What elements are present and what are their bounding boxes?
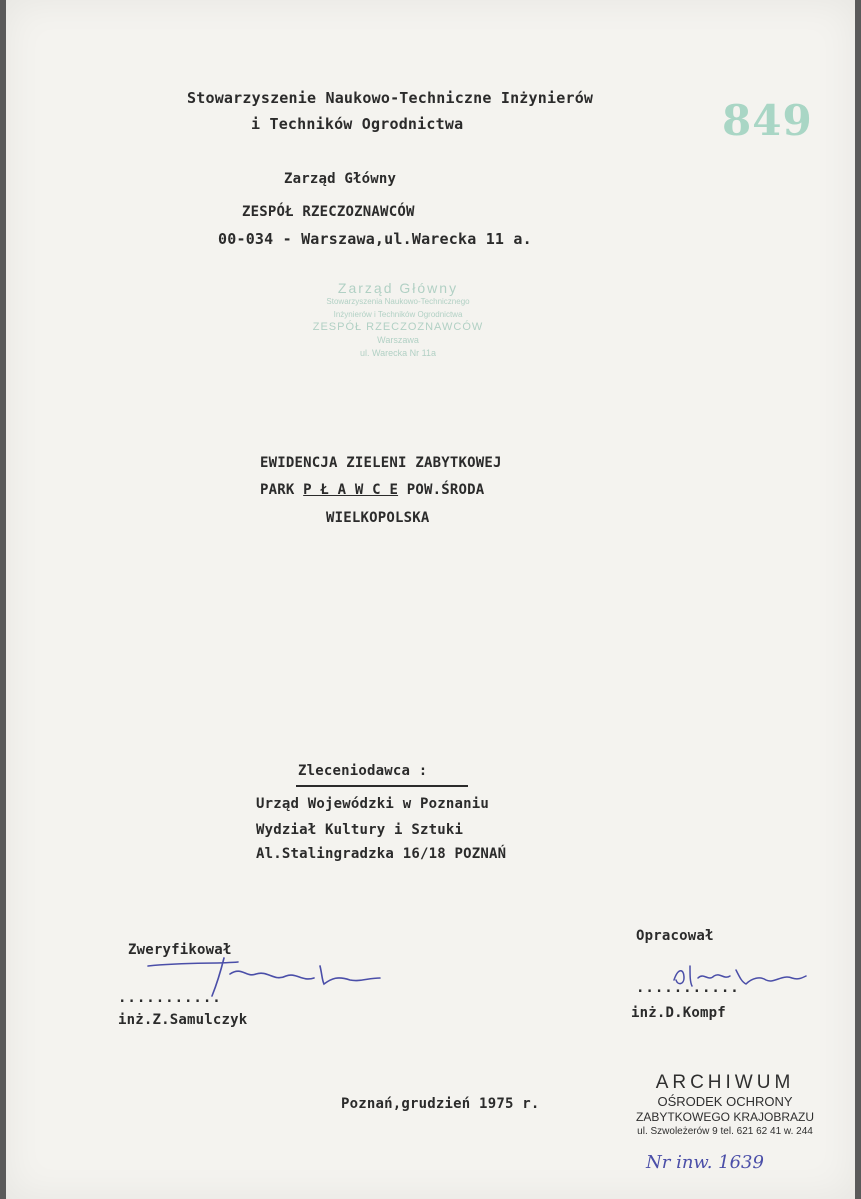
team-name: ZESPÓŁ RZECZOZNAWCÓW	[242, 204, 415, 220]
stamp-line5: Warszawa	[377, 335, 419, 345]
client-label-underline	[296, 785, 468, 787]
verified-name: inż.Z.Samulczyk	[118, 1012, 248, 1028]
stamp-line3: Inżynierów i Techników Ogrodnictwa	[333, 310, 463, 319]
title-county: POW.ŚRODA	[398, 482, 485, 498]
document-number: 849	[722, 96, 813, 145]
organization-name-line2: i Techników Ogrodnictwa	[251, 115, 464, 133]
client-label: Zleceniodawca :	[298, 763, 428, 779]
title-line2	[260, 482, 484, 498]
organization-stamp	[278, 282, 518, 378]
archive-address: ul. Szwoleżerów 9 tel. 621 62 41 w. 244	[637, 1126, 813, 1137]
stamp-line2: Stowarzyszenia Naukowo-Technicznego	[326, 297, 470, 306]
prepared-signature-line: ...........	[636, 980, 740, 996]
organization-name-line1: Stowarzyszenie Naukowo-Techniczne Inżynierów	[187, 89, 594, 107]
stamp-line4: ZESPÓŁ RZECZOZNAWCÓW	[312, 321, 484, 333]
stamp-line6: ul. Warecka Nr 11a	[359, 348, 437, 358]
inventory-number-note: Nr inw. 1639	[646, 1152, 764, 1173]
archive-stamp	[618, 1072, 832, 1139]
title-line1: EWIDENCJA ZIELENI ZABYTKOWEJ	[260, 455, 502, 471]
title-line3: WIELKOPOLSKA	[326, 510, 430, 526]
organization-address: 00-034 - Warszawa,ul.Warecka 11 a.	[218, 230, 532, 248]
client-line1: Urząd Wojewódzki w Poznaniu	[256, 796, 489, 812]
board-name: Zarząd Główny	[284, 171, 397, 187]
client-line3: Al.Stalingradzka 16/18 POZNAŃ	[256, 846, 507, 862]
prepared-label: Opracował	[636, 928, 714, 944]
verified-signature-line: ...........	[118, 990, 222, 1006]
client-line2: Wydział Kultury i Sztuki	[256, 822, 464, 838]
title-park-name: P Ł A W C E	[303, 482, 399, 498]
prepared-name: inż.D.Kompf	[631, 1005, 726, 1021]
title-park-prefix: PARK	[260, 482, 304, 498]
verified-label: Zweryfikował	[128, 942, 232, 958]
place-and-date: Poznań,grudzień 1975 r.	[341, 1096, 540, 1112]
document-page	[6, 0, 855, 1199]
archive-line2: OŚRODEK OCHRONY	[657, 1094, 793, 1109]
stamp-line1: Zarząd Główny	[337, 280, 459, 296]
archive-title: ARCHIWUM	[655, 1072, 795, 1093]
archive-line3: ZABYTKOWEGO KRAJOBRAZU	[635, 1110, 815, 1124]
